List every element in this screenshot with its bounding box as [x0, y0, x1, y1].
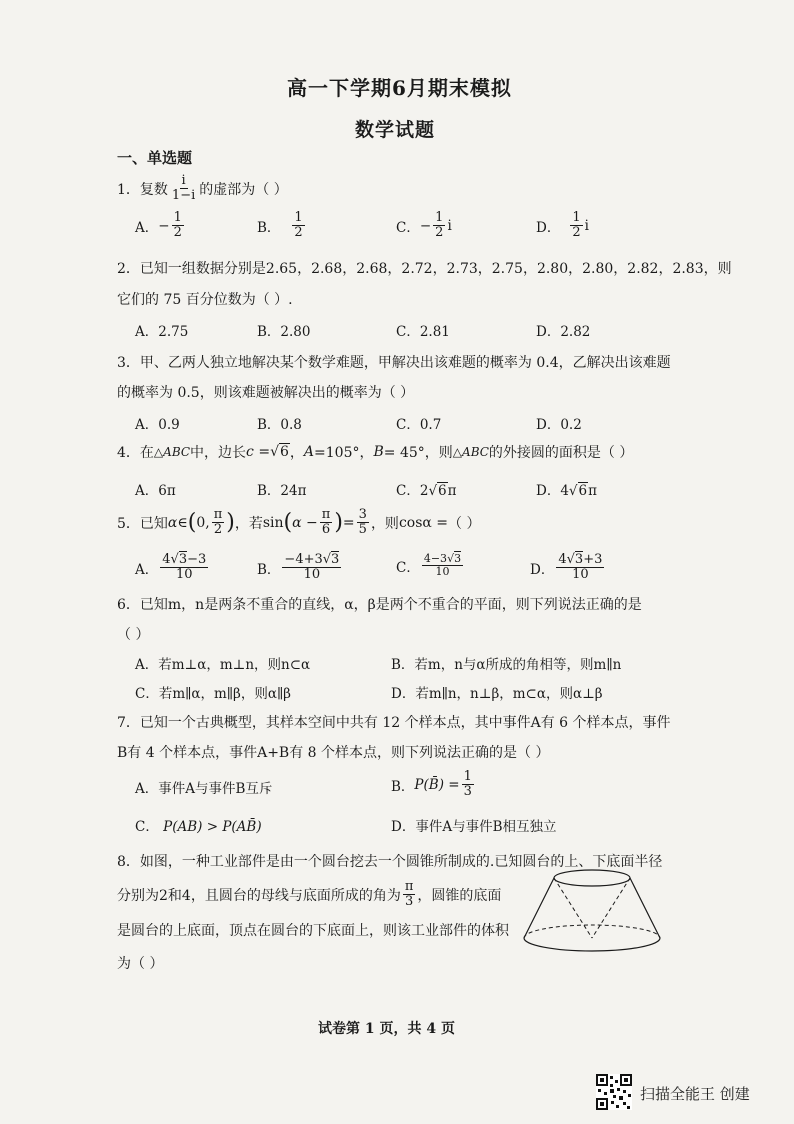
- angle-a-value: =105°，: [314, 445, 374, 461]
- radicand: 6: [578, 483, 588, 499]
- frac-num: 4−3√3: [423, 552, 462, 565]
- coef: 2: [419, 483, 429, 499]
- q7-option-c: [135, 815, 262, 835]
- radicand: 6: [438, 483, 447, 499]
- rest: +3: [583, 552, 603, 567]
- q2-option-d: D．2.82: [536, 324, 591, 340]
- equals: =: [342, 514, 355, 531]
- option-label: C．: [396, 483, 420, 499]
- page-subtitle: 数学试题: [355, 119, 436, 141]
- q8-text: 分别为2和4，且圆台的母线与底面所成的角为: [117, 887, 401, 904]
- q1-suffix: 的虚部为（ ）: [199, 181, 288, 198]
- q6-option-b: B．若m，n与α所成的角相等，则m∥n: [391, 657, 622, 673]
- radicand: 6: [280, 444, 289, 460]
- frac-num: 1: [173, 210, 182, 225]
- question-8-line-1: 8．如图，一种工业部件是由一个圆台挖去一个圆锥所制成的.已知圆台的上、下底面半径: [117, 854, 663, 870]
- frac-num: −4+3√3: [284, 552, 340, 567]
- angle-a: A: [303, 444, 315, 460]
- frac-den: 10: [303, 567, 321, 583]
- coef: 4: [162, 552, 171, 567]
- fraction: [357, 508, 369, 538]
- fraction: [403, 880, 416, 910]
- q1-frac-den: 1−i: [171, 188, 196, 204]
- frac-den: 2: [213, 522, 223, 538]
- q1-frac-num: i: [181, 173, 186, 188]
- frustum-figure: [518, 858, 668, 958]
- scanner-watermark: 扫描全能王 创建: [640, 1085, 750, 1103]
- frac-den: 2: [294, 225, 303, 241]
- frac-den: 5: [358, 522, 367, 538]
- fraction: [320, 508, 333, 538]
- frac-num: π: [213, 507, 223, 522]
- q4-text: 中，边长: [190, 445, 247, 461]
- right-generatrix: [630, 878, 660, 938]
- question-3-line-1: 3．甲、乙两人独立地解决某个数学难题，甲解决出该难题的概率为 0.4，乙解决出该难题: [117, 355, 671, 371]
- option-label: A．: [135, 561, 159, 578]
- frac-den: 10: [572, 567, 589, 583]
- left-generatrix: [524, 878, 554, 938]
- q6-option-d: D．若m∥n，n⊥β，m⊂α，则α⊥β: [391, 686, 603, 702]
- option-label: D．: [536, 483, 561, 499]
- option-label: B．: [391, 778, 415, 795]
- element-of: ∈: [177, 514, 188, 531]
- fraction: [212, 508, 225, 538]
- q7-option-d: D．事件A与事件B相互独立: [391, 819, 557, 835]
- q1-option-c: [396, 211, 452, 241]
- q5-option-a: [135, 553, 210, 583]
- q3-option-d: D．0.2: [536, 417, 582, 433]
- frac-num: π: [321, 507, 331, 522]
- frac-den: 6: [321, 522, 331, 538]
- frac-den: 2: [572, 225, 581, 241]
- fraction: [160, 553, 208, 583]
- frac-den: 10: [435, 565, 450, 579]
- fraction: [570, 211, 582, 241]
- q7-option-a: A．事件A与事件B互斥: [135, 781, 273, 797]
- question-8-line-3: 是圆台的上底面，顶点在圆台的下底面上，则该工业部件的体积: [117, 923, 509, 939]
- triangle-abc: △ABC: [452, 445, 489, 459]
- coef: 4: [558, 552, 567, 567]
- angle-b: B: [373, 444, 384, 460]
- q5-prefix: 5．已知: [117, 515, 168, 532]
- frac-num: 1: [572, 210, 581, 225]
- alpha: α: [167, 514, 178, 531]
- q1-prefix: 1．复数: [117, 181, 168, 198]
- q5-option-d: [530, 553, 606, 583]
- imag-unit: i: [584, 217, 589, 234]
- q4-text: ，: [289, 445, 304, 461]
- q6-option-c: C．若m∥α，m∥β，则α∥β: [135, 686, 291, 702]
- q1-option-a: [135, 211, 186, 241]
- fraction: [462, 770, 474, 800]
- fraction: [422, 553, 463, 578]
- q2-option-c: C．2.81: [396, 324, 450, 340]
- q1-fraction: [170, 174, 197, 204]
- q5-option-c: [396, 553, 465, 578]
- pi: π: [447, 483, 457, 499]
- q1-option-b: [257, 211, 307, 241]
- fraction: [172, 211, 184, 241]
- question-8-line-4: 为（ ）: [117, 956, 164, 972]
- q4-option-d: [536, 479, 597, 499]
- q4-prefix: 4．在: [117, 445, 154, 461]
- prob-expr: P(B̄) =: [414, 776, 460, 793]
- frac-den: 2: [435, 225, 444, 241]
- radicand: 3: [331, 552, 340, 567]
- top-ellipse: [554, 870, 630, 886]
- page-title: 高一下学期6月期末模拟: [287, 76, 512, 100]
- frac-num: 1: [294, 210, 303, 225]
- q6-option-a: A．若m⊥α，m⊥n，则n⊂α: [135, 657, 311, 673]
- q5-option-b: [257, 553, 343, 583]
- sqrt: √6: [428, 483, 447, 499]
- question-3-line-2: 的概率为 0.5，则该难题被解决出的概率为（ ）: [117, 385, 415, 401]
- q5-text: ，若: [234, 515, 263, 532]
- q7-option-b: [391, 770, 476, 800]
- rest: −3: [187, 552, 207, 567]
- q4-suffix: 的外接圆的面积是（ ）: [488, 445, 634, 461]
- question-7-line-2: B有 4 个样本点，事件A+B有 8 个样本点，则下列说法正确的是（ ）: [117, 745, 550, 761]
- question-4-stem: [117, 442, 633, 462]
- cos-alpha: cosα =: [398, 514, 449, 531]
- frac-num: 4√3−3: [162, 552, 207, 567]
- question-1-stem: [117, 174, 288, 204]
- alpha-minus: α −: [292, 514, 318, 531]
- frac-num: 3: [358, 507, 367, 522]
- interval-left: 0,: [196, 514, 210, 531]
- question-7-line-1: 7．已知一个古典概型，其样本空间中共有 12 个样本点，其中事件A有 6 个样本点，事件: [117, 715, 671, 731]
- option-label: C．: [396, 559, 420, 576]
- question-2-line-1: 2．已知一组数据分别是2.65，2.68，2.68，2.72，2.73，2.75，2.80，2.80，2.82，2.83，则: [117, 261, 732, 277]
- cone-left-edge: [554, 878, 592, 938]
- q2-option-b: B．2.80: [257, 324, 311, 340]
- q2-option-a: A．2.75: [135, 324, 189, 340]
- coef: 4: [560, 483, 569, 499]
- fraction: [433, 211, 445, 241]
- q4-option-b: B．24π: [257, 483, 307, 499]
- option-label: B．: [257, 561, 281, 578]
- question-6-line-2: （ ）: [117, 627, 150, 643]
- radicand: 3: [574, 552, 584, 567]
- q4-option-c: [396, 479, 457, 499]
- sqrt: √6: [568, 483, 588, 499]
- frac-num: 1: [463, 769, 472, 784]
- side-c: c =: [246, 444, 271, 460]
- q3-option-c: C．0.7: [396, 417, 442, 433]
- question-8-line-2: [117, 880, 501, 910]
- cone-right-edge: [592, 878, 630, 938]
- sin: sin: [262, 514, 284, 531]
- frac-den: 3: [404, 894, 414, 910]
- triangle-abc: △ABC: [153, 445, 191, 459]
- option-label: C．: [396, 219, 420, 236]
- option-label: A．: [135, 219, 159, 236]
- frac-den: 2: [173, 225, 182, 241]
- section-heading: 一、单选题: [117, 149, 193, 167]
- pi: π: [588, 483, 597, 499]
- q3-option-a: A．0.9: [135, 417, 180, 433]
- q5-text: ，则: [370, 515, 399, 532]
- q1-option-d: [536, 211, 589, 241]
- pre: 4−3: [423, 552, 448, 565]
- q8-text: ，圆锥的底面: [417, 887, 502, 904]
- radicand: 3: [178, 552, 188, 567]
- imag-unit: i: [447, 217, 452, 234]
- frac-num: π: [404, 879, 414, 894]
- frac-den: 10: [175, 567, 193, 583]
- q5-suffix: （ ）: [448, 515, 481, 532]
- option-label: C．: [135, 819, 159, 835]
- option-label: D．: [530, 561, 555, 578]
- bottom-ellipse-front: [524, 938, 660, 951]
- minus-sign: −: [158, 217, 170, 234]
- fraction: [292, 211, 304, 241]
- frac-den: 3: [463, 784, 472, 800]
- fraction: [556, 553, 604, 583]
- fraction: [282, 553, 341, 583]
- page-footer: 试卷第 1 页，共 4 页: [318, 1021, 455, 1037]
- q3-option-b: B．0.8: [257, 417, 302, 433]
- question-5-stem: 5．已知 α ∈ ( 0, $\frac{\pi}{2}$ ) ，若 sin ( α − $\frac{\pi}{6}$ ) = $\frac{3}{5}$ ，则 cosα = （ ）: [117, 507, 481, 538]
- pre: −4+3: [284, 552, 323, 567]
- sqrt: √6: [270, 444, 289, 460]
- question-6-line-1: 6．已知m，n是两条不重合的直线，α，β是两个不重合的平面，则下列说法正确的是: [117, 597, 642, 613]
- option-label: D．: [536, 219, 561, 236]
- frac-num: 1: [435, 210, 444, 225]
- minus-sign: −: [419, 217, 432, 234]
- radicand: 3: [454, 552, 462, 565]
- qr-code-icon: [596, 1074, 632, 1110]
- frac-num: 4√3+3: [558, 552, 603, 567]
- question-2-line-2: 它们的 75 百分位数为（ ）.: [117, 292, 293, 308]
- prob-compare: P(AB) > P(AB̄): [163, 819, 262, 835]
- q4-option-a: A．6π: [135, 483, 176, 499]
- angle-b-value: = 45°，则: [383, 445, 453, 461]
- option-label: B．: [257, 219, 281, 236]
- bottom-ellipse-back: [524, 925, 660, 938]
